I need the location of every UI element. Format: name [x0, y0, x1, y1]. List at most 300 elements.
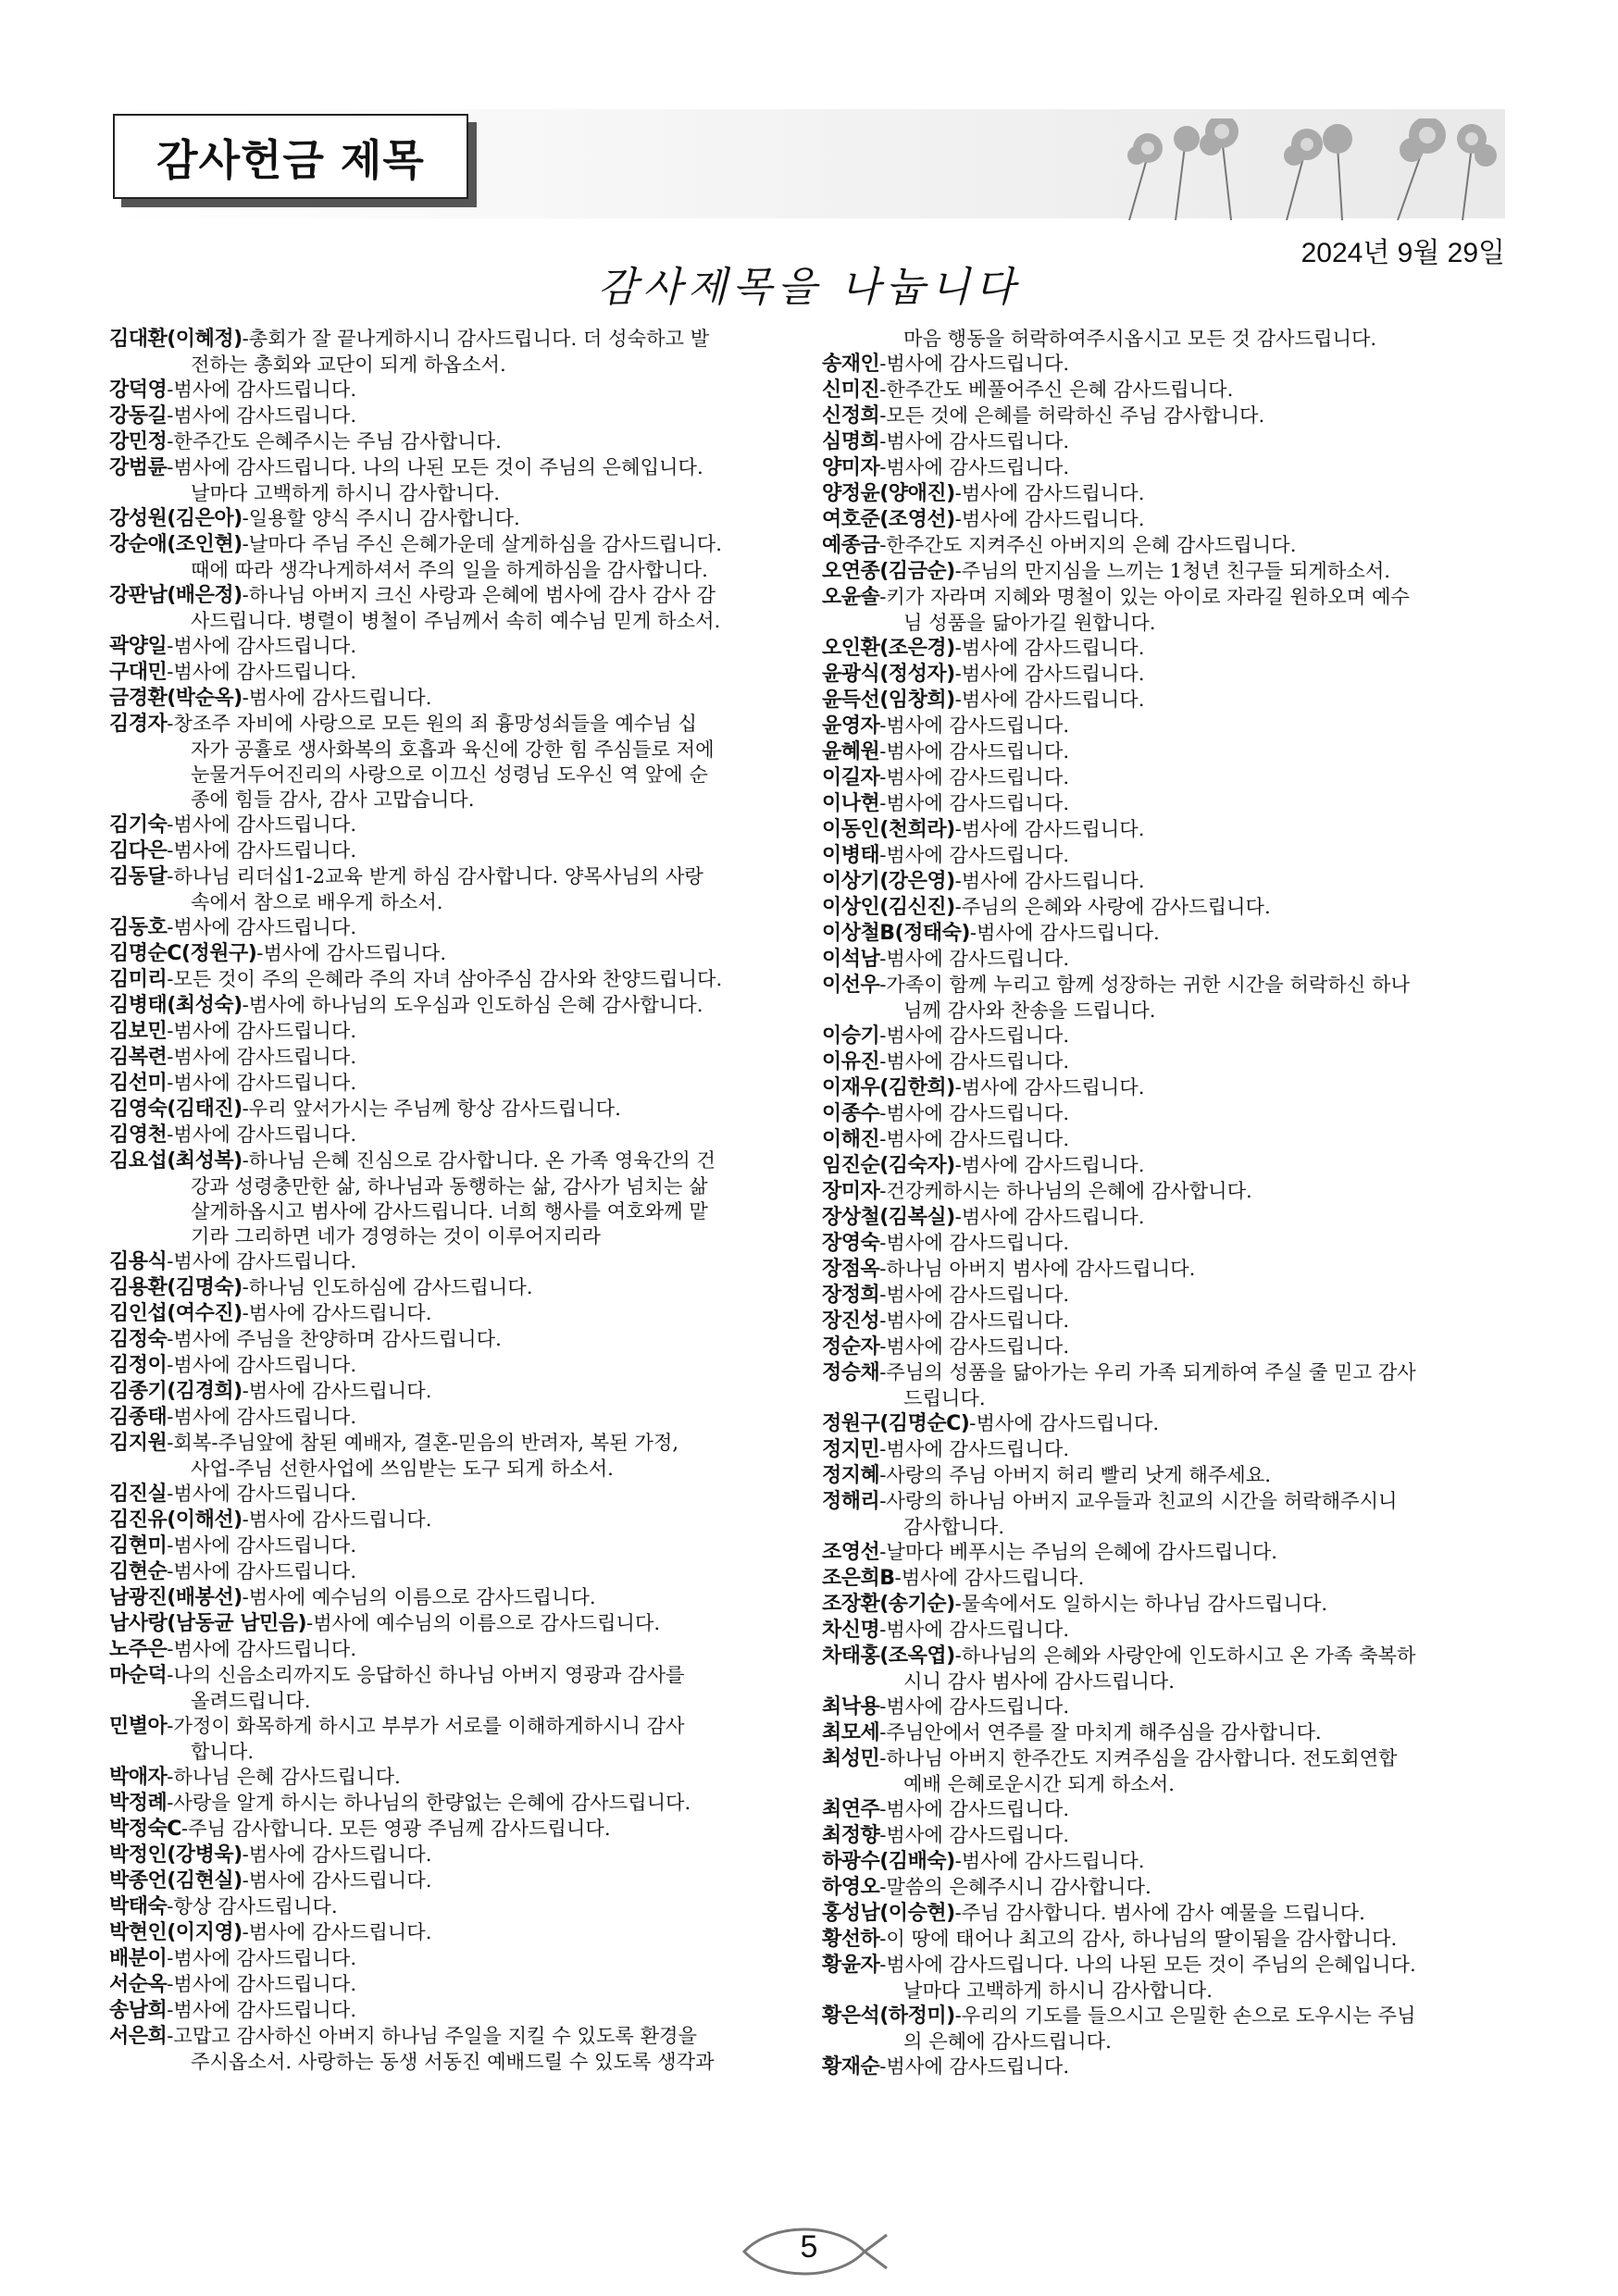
thanks-message: -하나님의 은혜와 사랑안에 인도하시고 온 가족 축복하: [954, 1644, 1416, 1667]
thanks-message: -주님의 성품을 닮아가는 우리 가족 되게하여 주실 줄 믿고 감사: [879, 1360, 1416, 1384]
thanks-entry: [109, 505, 794, 531]
thanks-entry: [109, 1997, 794, 2023]
thanks-entry: [822, 1100, 1507, 1126]
member-name: 최정향: [822, 1824, 880, 1847]
thanks-entry: [109, 582, 794, 633]
thanks-message: -범사에 감사드립니다.: [167, 403, 357, 427]
thanks-message: -한주간도 은혜주시는 주님 감사합니다.: [167, 429, 502, 453]
thanks-message: -주님의 만지심을 느끼는 1청년 친구들 되게하소서.: [954, 559, 1391, 582]
member-name: 차태홍(조옥엽): [822, 1644, 955, 1668]
member-name: 김경자: [109, 713, 168, 736]
thanks-message: -범사에 감사드립니다.: [954, 1153, 1145, 1176]
thanks-message: -범사에 감사드립니다.: [969, 1411, 1160, 1434]
thanks-entry: [822, 738, 1507, 764]
thanks-entry: [109, 1481, 794, 1507]
member-name: 정지민: [822, 1438, 880, 1461]
thanks-message-continued: 님께 감사와 찬송을 드립니다.: [903, 999, 1156, 1022]
thanks-entry: [822, 351, 1507, 377]
thanks-message: -범사에 감사드립니다.: [954, 869, 1145, 892]
member-name: 강성원(김은아): [109, 507, 243, 530]
thanks-entry: [109, 914, 794, 940]
thanks-message: -범사에 감사드립니다.: [954, 481, 1145, 504]
member-name: 최성민: [822, 1747, 880, 1770]
thanks-entry: [109, 1507, 794, 1533]
thanks-entry: [109, 1584, 794, 1610]
thanks-entry: [822, 403, 1507, 428]
member-name: 김종태: [109, 1406, 168, 1429]
thanks-message: -우리의 기도를 들으시고 은밀한 손으로 도우시는 주님: [954, 2004, 1416, 2027]
thanks-message-continued: 사업-주님 선한사업에 쓰임받는 도구 되게 하소서.: [191, 1457, 614, 1480]
member-name: 마순덕: [109, 1664, 168, 1687]
thanks-message: -범사에 감사드립니다.: [969, 921, 1160, 944]
member-name: 김종기(김경희): [109, 1380, 243, 1403]
member-name: 박정례: [109, 1792, 168, 1815]
page-number-area: [0, 2226, 1618, 2281]
thanks-message-continued: 전하는 총회와 교단이 되게 하옵소서.: [191, 353, 506, 376]
thanks-message-continued: 속에서 참으로 배우게 하소서.: [191, 890, 443, 913]
thanks-message: -창조주 자비에 사랑으로 모든 원의 죄 흉망성쇠들을 예수님 십: [167, 712, 697, 735]
thanks-message: -범사에 하나님의 도우심과 인도하심 은혜 감사합니다.: [242, 993, 703, 1016]
section-title: 감사헌금 제목: [156, 135, 425, 185]
thanks-message: -범사에 예수님의 이름으로 감사드립니다.: [242, 1585, 596, 1608]
member-name: 황재순: [822, 2055, 880, 2079]
thanks-message: -범사에 감사드립니다.: [954, 1849, 1145, 1872]
thanks-message: -범사에 감사드립니다.: [167, 660, 357, 683]
member-name: 이병태: [822, 844, 880, 867]
thanks-entry: [109, 1790, 794, 1816]
thanks-entry: [822, 1023, 1507, 1049]
thanks-message: -범사에 감사드립니다.: [167, 1045, 357, 1068]
member-name: 장상철(김복실): [822, 1206, 955, 1229]
thanks-entry: [109, 1122, 794, 1148]
thanks-message-continued: 올려드립니다.: [191, 1689, 311, 1712]
thanks-entry: [822, 584, 1507, 635]
member-name: 강민정: [109, 430, 168, 453]
member-name: 윤득선(임창희): [822, 689, 955, 712]
thanks-message-continued: 예배 은혜로운시간 되게 하소서.: [903, 1772, 1176, 1795]
thanks-message-continued: 합니다.: [191, 1740, 255, 1763]
member-name: 황윤자: [822, 1954, 880, 1977]
thanks-message: -모든 것에 은혜를 허락하신 주님 감사합니다.: [879, 403, 1265, 427]
thanks-message: -범사에 감사드립니다.: [879, 1797, 1070, 1820]
thanks-entry: [822, 816, 1507, 842]
thanks-entry: [822, 1204, 1507, 1230]
member-name: 조은희B: [822, 1567, 895, 1590]
thanks-message: -범사에 감사드립니다.: [879, 1231, 1070, 1254]
thanks-message: -하나님 아버지 크신 사랑과 은혜에 범사에 감사 감사 감: [242, 583, 716, 606]
thanks-message: -범사에 감사드립니다.: [242, 1508, 432, 1531]
thanks-entry: [822, 506, 1507, 532]
thanks-entry: [822, 1230, 1507, 1256]
thanks-entry: [822, 428, 1507, 454]
thanks-message: -가정이 화목하게 하시고 부부가 서로를 이해하게하시니 감사: [167, 1714, 685, 1737]
thanks-message: -하나님 아버지 범사에 감사드립니다.: [879, 1257, 1196, 1280]
thanks-message: -물속에서도 일하시는 하나님 감사드립니다.: [954, 1592, 1328, 1615]
thanks-entry: [822, 713, 1507, 738]
thanks-entry: [822, 1617, 1507, 1643]
thanks-message: -범사에 감사드립니다.: [879, 1618, 1070, 1641]
member-name: 황은석(하정미): [822, 2004, 955, 2028]
thanks-message: -사랑을 알게 하시는 하나님의 한량없는 은혜에 감사드립니다.: [167, 1791, 691, 1814]
thanks-entry: [822, 1049, 1507, 1074]
thanks-message: -항상 감사드립니다.: [167, 1894, 338, 1917]
thanks-message: -하나님 아버지 한주간도 지켜주심을 감사합니다. 전도회연합: [879, 1746, 1398, 1769]
page-heading: 감사제목을 나눕니다: [597, 264, 1021, 311]
member-name: 이석남: [822, 948, 880, 971]
thanks-entry: [822, 1282, 1507, 1308]
thanks-message: -키가 자라며 지혜와 명철이 있는 아이로 자라길 원하오며 예수: [879, 585, 1410, 608]
thanks-entry: [109, 1919, 794, 1945]
member-name: 김정숙: [109, 1328, 168, 1351]
member-name: 양정윤(양애진): [822, 482, 955, 505]
thanks-entry: [822, 1745, 1507, 1796]
member-name: 김동호: [109, 916, 168, 939]
thanks-entry: [109, 966, 794, 992]
thanks-message: -범사에 감사드립니다.: [879, 1101, 1070, 1124]
thanks-message-continued: 시니 감사 범사에 감사드립니다.: [903, 1669, 1176, 1693]
thanks-entry: [822, 1848, 1507, 1874]
member-name: 이해진: [822, 1128, 880, 1151]
member-name: 장점옥: [822, 1258, 880, 1281]
thanks-entry: [109, 1636, 794, 1662]
thanks-message-continued: 날마다 고백하게 하시니 감사합니다.: [903, 1979, 1213, 2002]
member-name: 정순자: [822, 1335, 880, 1359]
thanks-message-continued: 주시옵소서. 사랑하는 동생 서동진 예배드릴 수 있도록 생각과: [191, 2050, 715, 2073]
thanks-entry: [822, 1796, 1507, 1822]
thanks-message: -범사에 감사드립니다.: [879, 429, 1070, 453]
thanks-entry: [109, 1044, 794, 1070]
member-name: 김영천: [109, 1123, 168, 1147]
thanks-message: -날마다 주님 주신 은혜가운데 살게하심을 감사드립니다.: [242, 532, 722, 555]
thanks-message: -범사에 감사드립니다. 나의 나된 모든 것이 주님의 은혜입니다.: [879, 1953, 1416, 1976]
member-name: 김다은: [109, 839, 168, 863]
member-name: 신정희: [822, 404, 880, 428]
thanks-entry: [109, 1533, 794, 1558]
thanks-message: -범사에 감사드립니다.: [879, 714, 1070, 737]
thanks-entry: [109, 863, 794, 914]
thanks-entry: [109, 812, 794, 838]
member-name: 임진순(김숙자): [822, 1154, 955, 1177]
thanks-entry: [822, 946, 1507, 972]
thanks-message: -범사에 감사드립니다.: [256, 941, 447, 964]
thanks-entry: [822, 661, 1507, 687]
thanks-message: -범사에 감사드립니다. 나의 나된 모든 것이 주님의 은혜입니다.: [167, 455, 703, 478]
thanks-entry: [109, 1662, 794, 1713]
member-name: 정승채: [822, 1361, 880, 1384]
thanks-entry: [822, 1308, 1507, 1334]
thanks-entry: [822, 1178, 1507, 1204]
thanks-entry: [109, 1610, 794, 1636]
thanks-entry: [109, 685, 794, 711]
thanks-entry: [109, 1300, 794, 1326]
thanks-entry: [822, 2054, 1507, 2079]
thanks-entry: [109, 1842, 794, 1868]
thanks-entry: [822, 1488, 1507, 1539]
thanks-message-continued: 님 성품을 닮아가길 원합니다.: [903, 611, 1156, 634]
member-name: 강동길: [109, 404, 168, 428]
thanks-entry: [822, 1462, 1507, 1488]
thanks-message-continued: 강과 성령충만한 삶, 하나님과 동행하는 삶, 감사가 넘치는 삶: [191, 1174, 708, 1198]
member-name: 장미자: [822, 1180, 880, 1203]
member-name: 여호준(조영선): [822, 508, 955, 531]
thanks-message: -범사에 감사드립니다.: [242, 686, 432, 709]
thanks-message: -하나님 은혜 감사드립니다.: [167, 1765, 401, 1788]
thanks-entry: [109, 1713, 794, 1764]
thanks-entry: [109, 531, 794, 582]
member-name: 송재인: [822, 353, 880, 376]
thanks-entry: [822, 1334, 1507, 1359]
member-name: 민별아: [109, 1715, 168, 1738]
thanks-message: -범사에 감사드립니다.: [954, 817, 1145, 840]
member-name: 김동달: [109, 865, 168, 888]
thanks-message: -범사에 감사드립니다.: [167, 634, 357, 657]
thanks-entry: [109, 992, 794, 1018]
member-name: 김병태(최성숙): [109, 994, 243, 1017]
left-column: [109, 326, 794, 2074]
thanks-message: -범사에 감사드립니다.: [167, 1482, 357, 1505]
thanks-entry: [109, 940, 794, 966]
thanks-entry: [109, 1868, 794, 1893]
flower-decoration-image: [1092, 118, 1505, 220]
thanks-entry: [109, 1352, 794, 1378]
member-name: 이상기(강은영): [822, 870, 955, 893]
thanks-message: -범사에 감사드립니다.: [954, 1205, 1145, 1228]
thanks-message: -주님 감사합니다. 모든 영광 주님께 감사드립니다.: [180, 1817, 611, 1840]
thanks-message: -범사에 예수님의 이름으로 감사드립니다.: [306, 1611, 661, 1634]
member-name: 최모세: [822, 1721, 880, 1744]
thanks-entry: [109, 1096, 794, 1122]
thanks-entry: [822, 920, 1507, 946]
issue-date: 2024년 9월 29일: [1301, 238, 1505, 268]
thanks-message: -범사에 감사드립니다.: [954, 688, 1145, 711]
thanks-entry: [109, 454, 794, 505]
thanks-message: -범사에 감사드립니다.: [879, 843, 1070, 866]
thanks-message: -범사에 감사드립니다.: [167, 1998, 357, 2021]
member-name: 이길자: [822, 766, 880, 789]
member-name: 김대환(이혜정): [109, 328, 243, 351]
member-name: 이재우(김한희): [822, 1076, 955, 1099]
member-name: 김지원: [109, 1432, 168, 1455]
thanks-entry: [822, 972, 1507, 1023]
thanks-entry: [109, 1971, 794, 1997]
thanks-entry: [822, 764, 1507, 790]
thanks-message: -범사에 감사드립니다.: [167, 1123, 357, 1146]
thanks-entry: [822, 687, 1507, 713]
thanks-message: -일용할 양식 주시니 감사합니다.: [242, 506, 520, 529]
thanks-message: -범사에 감사드립니다.: [242, 1301, 432, 1324]
member-name: 박정숙C: [109, 1818, 181, 1841]
member-name: 오윤솔: [822, 586, 880, 609]
thanks-entry: [109, 633, 794, 659]
thanks-entry: [109, 1558, 794, 1584]
member-name: 이유진: [822, 1050, 880, 1074]
member-name: 서은희: [109, 2025, 168, 2048]
member-name: 예종금: [822, 534, 880, 557]
thanks-entry: [109, 403, 794, 428]
thanks-message-continued: 자가 공휼로 생사화복의 호흡과 육신에 강한 힘 주심들로 저에: [191, 738, 715, 761]
thanks-entry: [822, 1256, 1507, 1282]
thanks-message: -범사에 감사드립니다.: [879, 1694, 1070, 1718]
thanks-entry: [109, 1430, 794, 1481]
member-name: 심명희: [822, 430, 880, 453]
thanks-entry: [822, 1643, 1507, 1694]
thanks-entry: [109, 1764, 794, 1790]
member-name: 박정인(강병욱): [109, 1843, 243, 1867]
member-name: 남사랑(남동균 남민음): [109, 1612, 307, 1635]
thanks-message: -범사에 감사드립니다.: [167, 1019, 357, 1042]
thanks-message: 마음 행동을 허락하여주시옵시고 모든 것 감사드립니다.: [903, 327, 1377, 350]
member-name: 배분이: [109, 1947, 168, 1970]
member-name: 남광진(배봉선): [109, 1586, 243, 1609]
thanks-message: -범사에 감사드립니다.: [879, 1437, 1070, 1460]
member-name: 구대민: [109, 661, 168, 684]
thanks-message: -주님 감사합니다. 범사에 감사 예물을 드립니다.: [954, 1901, 1365, 1924]
member-name: 강범륜: [109, 456, 168, 479]
member-name: 김미리: [109, 968, 168, 991]
thanks-entry: [109, 428, 794, 454]
member-name: 오연종(김금순): [822, 560, 955, 583]
thanks-message: -범사에 감사드립니다.: [954, 636, 1145, 659]
thanks-message: -하나님 은혜 진심으로 감사합니다. 온 가족 영육간의 건: [242, 1148, 716, 1172]
member-name: 강순애(조인현): [109, 533, 243, 556]
member-name: 서순옥: [109, 1973, 168, 1996]
thanks-entry: [822, 454, 1507, 480]
thanks-entry: [822, 480, 1507, 506]
thanks-message: -이 땅에 태어나 최고의 감사, 하나님의 딸이됨을 감사합니다.: [879, 1927, 1398, 1950]
thanks-message: -범사에 감사드립니다.: [167, 1637, 357, 1660]
thanks-message: -범사에 감사드립니다.: [167, 1559, 357, 1582]
thanks-message: -범사에 감사드립니다.: [167, 378, 357, 401]
thanks-message: -범사에 감사드립니다.: [167, 1946, 357, 1969]
thanks-entry: [822, 1822, 1507, 1848]
thanks-entry: [822, 790, 1507, 816]
thanks-entry: [822, 1926, 1507, 1952]
thanks-message-continued: 감사합니다.: [903, 1515, 1005, 1538]
member-name: 정지혜: [822, 1464, 880, 1487]
thanks-message: -범사에 감사드립니다.: [242, 1379, 432, 1402]
thanks-message: -범사에 감사드립니다.: [242, 1920, 432, 1943]
member-name: 이상철B(정태숙): [822, 922, 970, 945]
member-name: 장정희: [822, 1284, 880, 1307]
member-name: 김현순: [109, 1560, 168, 1583]
thanks-message: -한주간도 지켜주신 아버지의 은혜 감사드립니다.: [879, 533, 1297, 556]
member-name: 박애자: [109, 1766, 168, 1789]
thanks-message: -건강케하시는 하나님의 은혜에 감사합니다.: [879, 1179, 1252, 1202]
thanks-entry: [822, 1719, 1507, 1745]
member-name: 장영숙: [822, 1232, 880, 1255]
thanks-entry: [822, 377, 1507, 403]
member-name: 김요섭(최성복): [109, 1149, 243, 1173]
member-name: 신미진: [822, 379, 880, 402]
member-name: 송남희: [109, 1999, 168, 2022]
thanks-entry: [822, 842, 1507, 868]
member-name: 김진실: [109, 1483, 168, 1506]
thanks-message-continued: 기라 그리하면 네가 경영하는 것이 이루어지리라: [191, 1224, 602, 1247]
thanks-entry: [822, 326, 1507, 351]
member-name: 김보민: [109, 1020, 168, 1043]
thanks-message: -날마다 베푸시는 주님의 은혜에 감사드립니다.: [879, 1540, 1277, 1563]
member-name: 윤광식(정성자): [822, 663, 955, 686]
member-name: 금경환(박순옥): [109, 687, 243, 710]
member-name: 강덕영: [109, 379, 168, 402]
thanks-entry: [109, 377, 794, 403]
thanks-message-continued: 종에 힘들 감사, 감사 고맙습니다.: [191, 788, 475, 811]
member-name: 김현미: [109, 1534, 168, 1558]
member-name: 김진유(이해선): [109, 1508, 243, 1532]
member-name: 김용식: [109, 1250, 168, 1273]
member-name: 하광수(김배숙): [822, 1850, 955, 1873]
member-name: 김명순C(정원구): [109, 942, 257, 965]
member-name: 이선우: [822, 974, 880, 997]
member-name: 강판남(배은정): [109, 584, 243, 607]
member-name: 윤혜원: [822, 740, 880, 763]
thanks-message-continued: 날마다 고백하게 하시니 감사합니다.: [191, 481, 500, 504]
thanks-entry: [109, 711, 794, 812]
thanks-message: -범사에 감사드립니다.: [879, 1823, 1070, 1846]
thanks-entry: [109, 1148, 794, 1248]
thanks-message: -사랑의 하나님 아버지 교우들과 친교의 시간을 허락해주시니: [879, 1489, 1398, 1512]
page-number: 5: [800, 2229, 818, 2265]
thanks-message: -범사에 감사드립니다.: [879, 1309, 1070, 1332]
thanks-entry: [109, 2023, 794, 2074]
thanks-entry: [109, 326, 794, 377]
member-name: 하영오: [822, 1876, 880, 1899]
thanks-entry: [822, 1126, 1507, 1152]
thanks-entry: [822, 532, 1507, 558]
thanks-message: -범사에 감사드립니다.: [879, 2054, 1070, 2078]
thanks-entry: [822, 558, 1507, 584]
thanks-entry: [822, 1152, 1507, 1178]
right-column: [822, 326, 1507, 2079]
thanks-entry: [822, 1952, 1507, 2003]
thanks-entry: [109, 1816, 794, 1842]
section-title-box: [113, 114, 468, 199]
thanks-message: -주님안에서 연주를 잘 마치게 해주심을 감사합니다.: [879, 1720, 1322, 1744]
member-name: 박종언(김현실): [109, 1869, 243, 1893]
thanks-message: -총회가 잘 끝나게하시니 감사드립니다. 더 성숙하고 발: [242, 327, 710, 350]
thanks-message: -우리 앞서가시는 주님께 항상 감사드립니다.: [242, 1097, 621, 1120]
member-name: 최낙용: [822, 1695, 880, 1719]
thanks-entry: [822, 1410, 1507, 1436]
thanks-entry: [822, 1539, 1507, 1565]
member-name: 곽양일: [109, 635, 168, 658]
member-name: 차신명: [822, 1619, 880, 1642]
thanks-message: -범사에 감사드립니다.: [879, 455, 1070, 478]
thanks-message: -범사에 감사드립니다.: [167, 915, 357, 938]
member-name: 노주은: [109, 1638, 168, 1661]
thanks-message: -하나님 리더십1-2교육 받게 하심 감사합니다. 양목사님의 사랑: [167, 864, 703, 887]
member-name: 조장환(송기순): [822, 1593, 955, 1616]
thanks-message: -범사에 감사드립니다.: [954, 507, 1145, 530]
thanks-entry: [109, 838, 794, 863]
thanks-message: -범사에 감사드립니다.: [167, 1972, 357, 1995]
member-name: 이상인(김신진): [822, 896, 955, 919]
thanks-message: -범사에 감사드립니다.: [242, 1868, 432, 1892]
member-name: 홍성남(이승현): [822, 1902, 955, 1925]
thanks-message: -범사에 감사드립니다.: [879, 1024, 1070, 1047]
thanks-message-continued: 살게하옵시고 범사에 감사드립니다. 너희 행사를 여호와께 맡: [191, 1199, 708, 1222]
thanks-entry: [822, 1900, 1507, 1926]
thanks-message: -범사에 주님을 찬양하며 감사드립니다.: [167, 1327, 502, 1350]
thanks-entry: [109, 1404, 794, 1430]
thanks-entry: [109, 1018, 794, 1044]
member-name: 이나현: [822, 792, 880, 815]
thanks-message: -하나님 인도하심에 감사드립니다.: [242, 1275, 533, 1298]
thanks-entry: [822, 1591, 1507, 1617]
thanks-message: -범사에 감사드립니다.: [954, 1075, 1145, 1098]
thanks-message-continued: 때에 따라 생각나게하셔서 주의 일을 하게하심을 감사합니다.: [191, 558, 708, 581]
thanks-entry: [822, 1874, 1507, 1900]
